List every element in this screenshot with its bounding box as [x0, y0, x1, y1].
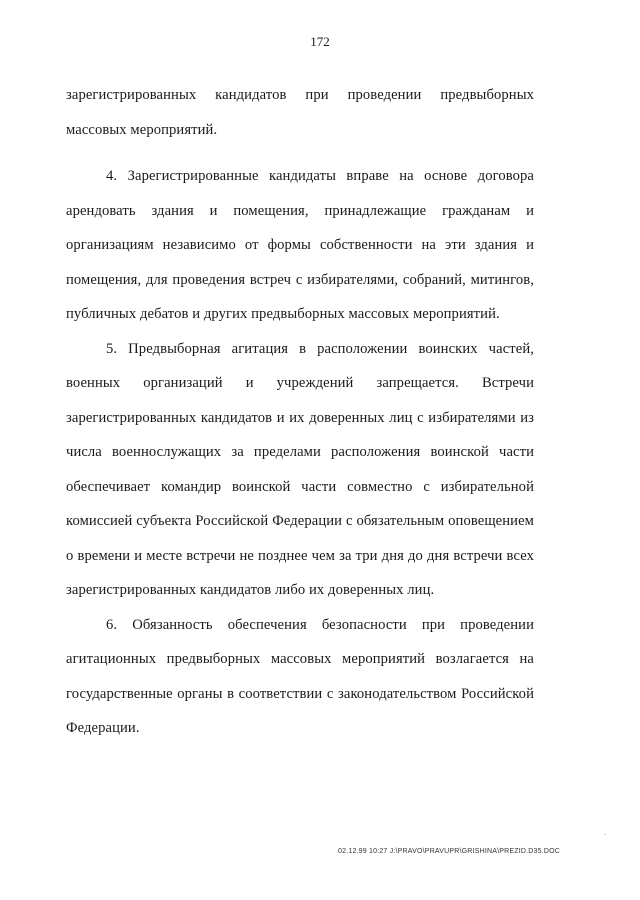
- file-path-footer: 02.12.99 10:27 J:\PRAVO\PRAVUPR\GRISHINA\PREZID.D35.DOC: [338, 848, 560, 855]
- page-number: 172: [310, 34, 330, 49]
- margin-mark: .: [604, 828, 606, 837]
- paragraph-item-6: 6. Обязанность обеспечения безопасности при проведении агитационных предвыборных массовых мероприятий возлагается на государственные органы в соответствии с законодательством Российской Федерации.: [66, 616, 534, 736]
- document-body: [66, 78, 534, 746]
- paragraph-item-5: 5. Предвыборная агитация в расположении воинских частей, военных организаций и учреждений запрещается. Встречи зарегистрированных кандидатов и их доверенных лиц с избирателями из числа военнослужащих за пределами расположения воинской части обеспечивает командир воинской части совместно с избирательной комиссией субъекта Российской Федерации с обязательным оповещением о времени и месте встречи не позднее чем за три дня до дня встречи всех зарегистрированных кандидатов либо их доверенных лиц.: [66, 340, 534, 598]
- paragraph-continuation: зарегистрированных кандидатов при проведении предвыборных массовых мероприятий.: [66, 87, 534, 138]
- paragraph-item-4: 4. Зарегистрированные кандидаты вправе на основе договора арендовать здания и помещения, принадлежащие гражданам и организациям независимо от формы собственности на эти здания и помещения, для проведения встреч с избирателями, собраний, митингов, публичных дебатов и других предвыборных массовых мероприятий.: [66, 168, 534, 322]
